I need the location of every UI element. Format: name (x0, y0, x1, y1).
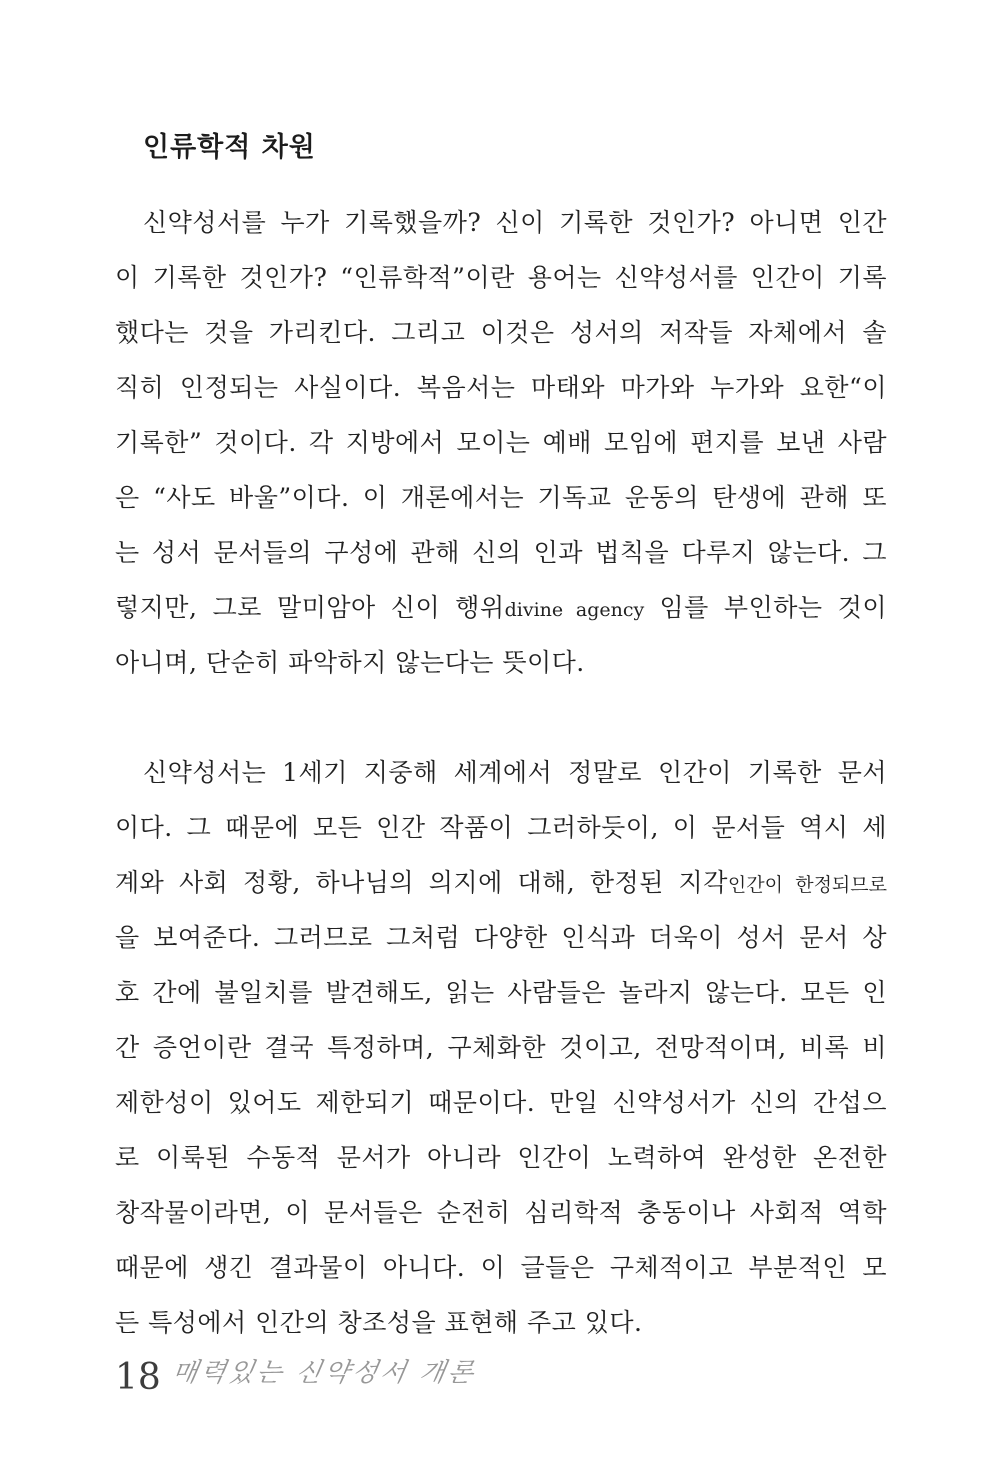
page-footer (115, 1358, 887, 1398)
text-segment: 기록한” 것이다. 각 지방에서 모이는 예배 모임에 편지를 보낸 사람 (115, 428, 887, 457)
inline-annotation: 인간이 한정되므로 (727, 874, 887, 896)
text-segment: 신약성서를 누가 기록했을까? 신이 기록한 것인가? 아니면 인간 (143, 208, 887, 237)
text-segment: 직히 인정되는 사실이다. 복음서는 마태와 마가와 누가와 요한“이 (115, 373, 887, 402)
paragraph (115, 195, 887, 690)
inline-annotation: divine agency (504, 599, 645, 621)
book-title: 매력있는 신약성서 개론 (169, 1358, 479, 1388)
text-segment: 렇지만, 그로 말미암아 신이 행위 (115, 593, 505, 622)
text-line (115, 195, 887, 250)
text-segment: 이다. 그 때문에 모든 인간 작품이 그러하듯이, 이 문서들 역시 세 (115, 813, 887, 842)
text-line (115, 1020, 887, 1075)
text-line (115, 1185, 887, 1240)
text-segment: 계와 사회 정황, 하나님의 의지에 대해, 한정된 지각 (115, 868, 728, 897)
text-line (115, 745, 887, 800)
text-segment: 는 성서 문서들의 구성에 관해 신의 인과 법칙을 다루지 않는다. 그 (115, 538, 887, 567)
text-segment: 든 특성에서 인간의 창조성을 표현해 주고 있다. (115, 1308, 643, 1337)
text-line (115, 470, 887, 525)
text-line (115, 910, 887, 965)
text-segment: 때문에 생긴 결과물이 아니다. 이 글들은 구체적이고 부분적인 모 (115, 1253, 887, 1282)
text-segment: 호 간에 불일치를 발견해도, 읽는 사람들은 놀라지 않는다. 모든 인 (115, 978, 887, 1007)
text-segment: 이 기록한 것인가? “인류학적”이란 용어는 신약성서를 인간이 기록 (115, 263, 887, 292)
text-segment: 은 “사도 바울”이다. 이 개론에서는 기독교 운동의 탄생에 관해 또 (115, 483, 887, 512)
page-number: 18 (115, 1357, 161, 1398)
text-line (115, 1130, 887, 1185)
text-line (115, 360, 887, 415)
text-segment: 간 증언이란 결국 특정하며, 구체화한 것이고, 전망적이며, 비록 비 (115, 1033, 887, 1062)
text-segment: 을 보여준다. 그러므로 그처럼 다양한 인식과 더욱이 성서 문서 상 (115, 923, 887, 952)
text-segment: 제한성이 있어도 제한되기 때문이다. 만일 신약성서가 신의 간섭으 (115, 1088, 887, 1117)
text-segment: 창작물이라면, 이 문서들은 순전히 심리학적 충동이나 사회적 역학 (115, 1198, 887, 1227)
text-line (115, 525, 887, 580)
text-line (115, 305, 887, 360)
body-text (115, 195, 887, 1350)
text-line (115, 1295, 887, 1350)
text-segment: 아니며, 단순히 파악하지 않는다는 뜻이다. (115, 648, 585, 677)
text-line (115, 580, 887, 635)
text-line (115, 1240, 887, 1295)
section-heading: 인류학적 차원 (143, 132, 316, 163)
text-segment: 로 이룩된 수동적 문서가 아니라 인간이 노력하여 완성한 온전한 (115, 1143, 887, 1172)
text-line (115, 415, 887, 470)
paragraph (115, 745, 887, 1350)
text-line (115, 635, 887, 690)
text-line (115, 250, 887, 305)
text-line (115, 855, 887, 910)
text-line (115, 800, 887, 855)
text-segment: 했다는 것을 가리킨다. 그리고 이것은 성서의 저작들 자체에서 솔 (115, 318, 887, 347)
text-line (115, 965, 887, 1020)
text-segment: 신약성서는 1세기 지중해 세계에서 정말로 인간이 기록한 문서 (143, 758, 887, 787)
text-line (115, 1075, 887, 1130)
text-segment: 임를 부인하는 것이 (644, 593, 887, 622)
